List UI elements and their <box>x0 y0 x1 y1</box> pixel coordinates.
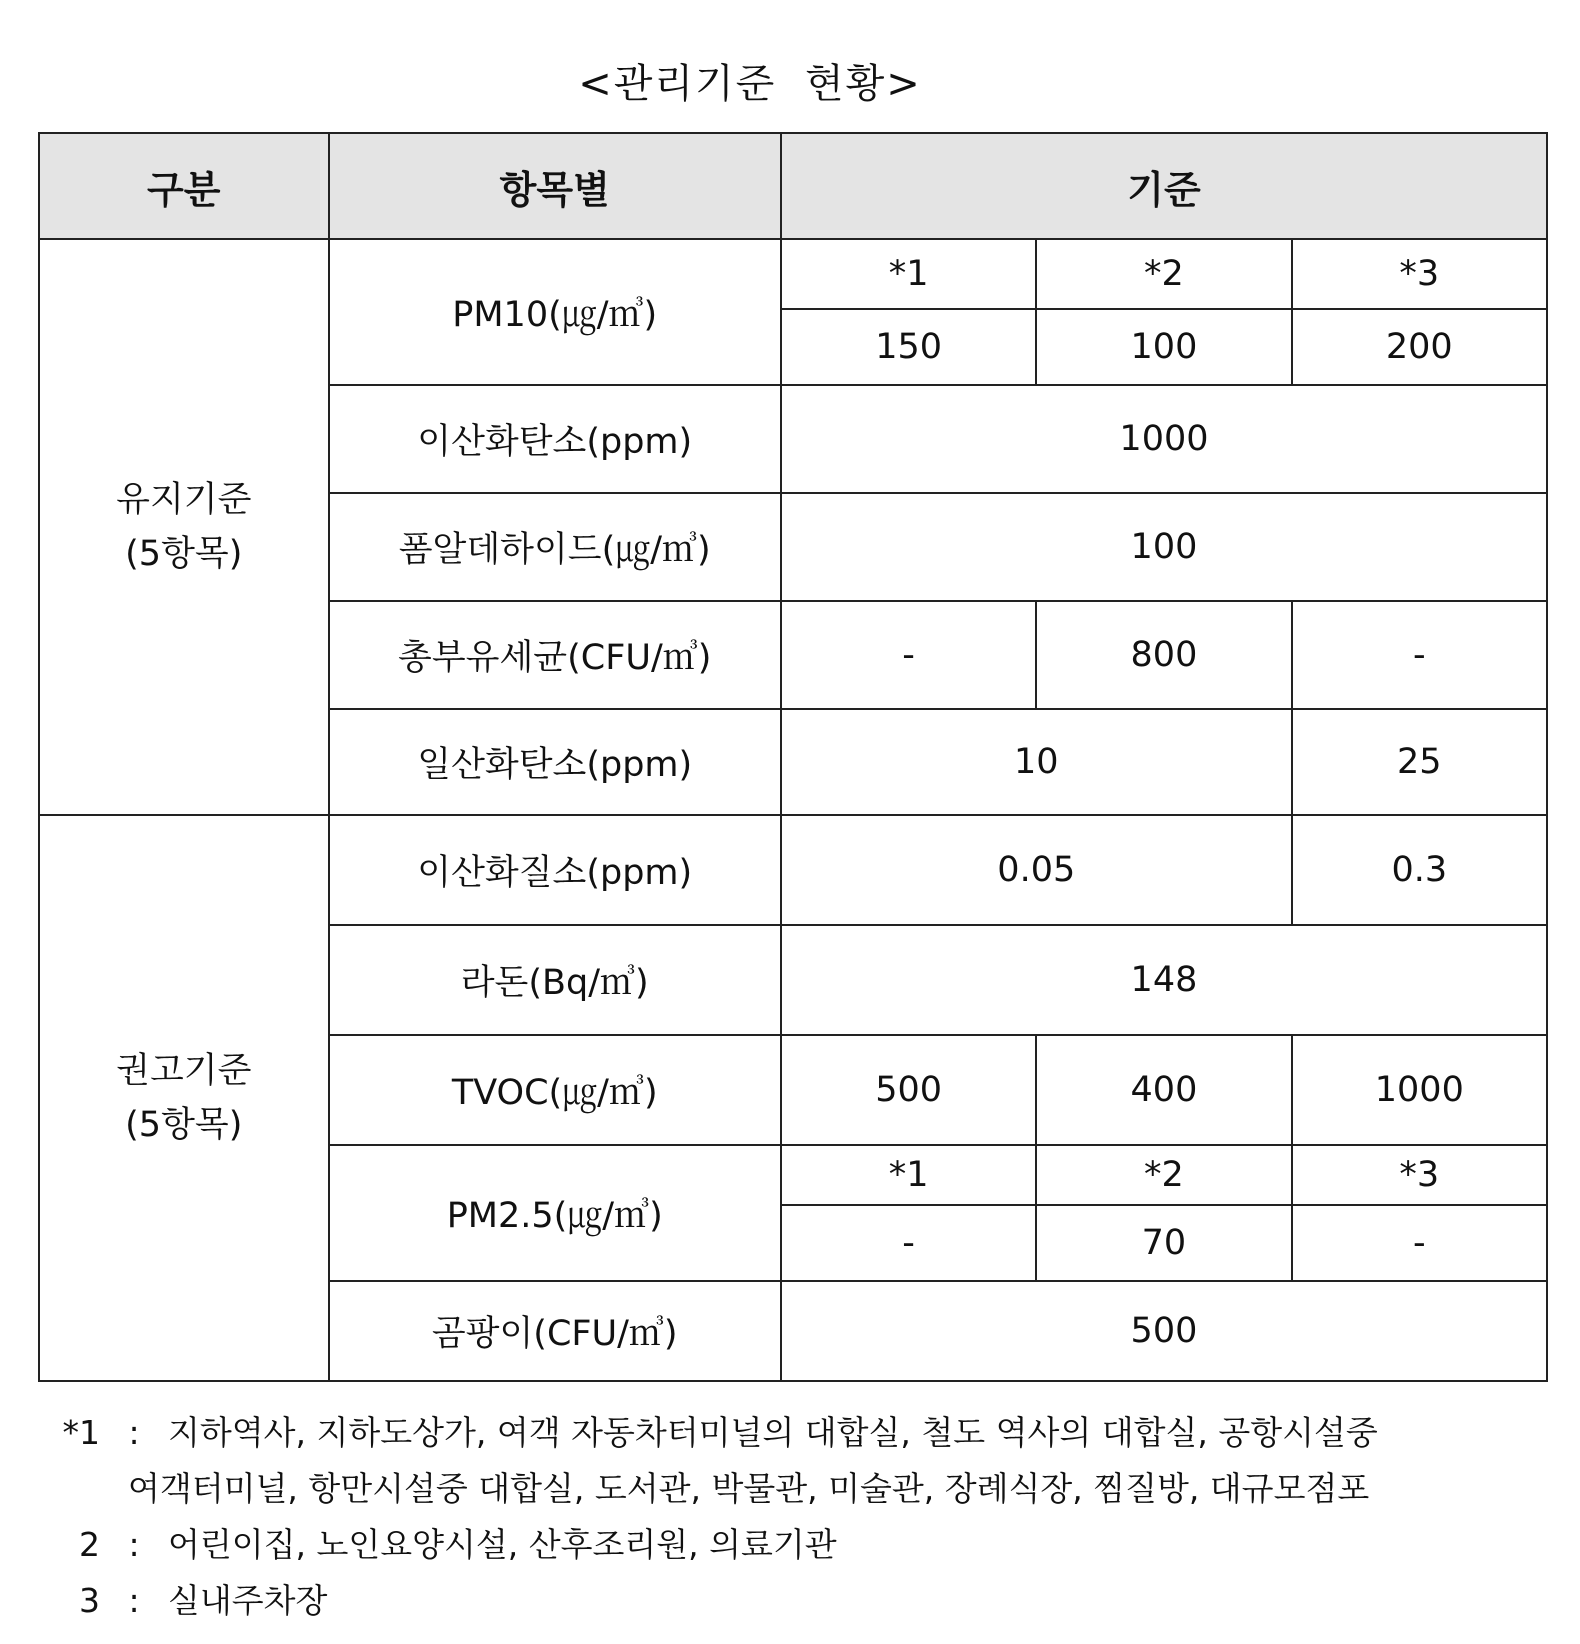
footnote-3-colon: : <box>128 1581 140 1620</box>
pm25-facility-3: *3 <box>1292 1145 1547 1205</box>
item-bacteria: 총부유세균(CFU/㎥) <box>329 601 781 709</box>
co-value-1-2: 10 <box>781 709 1292 815</box>
pm10-value-2: 100 <box>1036 309 1291 385</box>
footnote-1-mark: *1 <box>62 1413 100 1452</box>
group-recommend-count: (5항목) <box>125 1105 243 1145</box>
footnote-3-text: 실내주차장 <box>168 1581 328 1620</box>
footnote-1-colon: : <box>128 1413 140 1452</box>
item-mold: 곰팡이(CFU/㎥) <box>329 1281 781 1381</box>
table-row <box>39 239 1547 309</box>
pm25-value-3: - <box>1292 1205 1547 1281</box>
pm10-value-1: 150 <box>781 309 1036 385</box>
item-co2: 이산화탄소(ppm) <box>329 385 781 493</box>
bacteria-value-3: - <box>1292 601 1547 709</box>
header-standard: 기준 <box>781 133 1547 239</box>
pm25-facility-2: *2 <box>1036 1145 1291 1205</box>
radon-value: 148 <box>781 925 1547 1035</box>
table-header-row <box>39 133 1547 239</box>
bacteria-value-2: 800 <box>1036 601 1291 709</box>
footnote-1 <box>38 1405 1548 1461</box>
tvoc-value-3: 1000 <box>1292 1035 1547 1145</box>
mold-value: 500 <box>781 1281 1547 1381</box>
item-pm10: PM10(㎍/㎥) <box>329 239 781 385</box>
standards-table <box>38 132 1548 1382</box>
footnote-3-mark: 3 <box>79 1581 100 1620</box>
footnote-1-continued <box>38 1461 1548 1517</box>
pm10-facility-1: *1 <box>781 239 1036 309</box>
pm10-facility-2: *2 <box>1036 239 1291 309</box>
item-formaldehyde: 폼알데하이드(㎍/㎥) <box>329 493 781 601</box>
no2-value-1-2: 0.05 <box>781 815 1292 925</box>
co-value-3: 25 <box>1292 709 1547 815</box>
bacteria-value-1: - <box>781 601 1036 709</box>
footnote-3 <box>38 1573 1548 1629</box>
footnote-2 <box>38 1517 1548 1573</box>
item-radon: 라돈(Bq/㎥) <box>329 925 781 1035</box>
footnote-2-colon: : <box>128 1525 140 1564</box>
pm10-value-3: 200 <box>1292 309 1547 385</box>
footnote-2-mark: 2 <box>79 1525 100 1564</box>
item-pm25: PM2.5(㎍/㎥) <box>329 1145 781 1281</box>
footnote-1-text: 지하역사, 지하도상가, 여객 자동차터미널의 대합실, 철도 역사의 대합실, 공항시설중 <box>168 1413 1378 1452</box>
footnote-2-text: 어린이집, 노인요양시설, 산후조리원, 의료기관 <box>168 1525 837 1564</box>
pm25-value-1: - <box>781 1205 1036 1281</box>
pm25-value-2: 70 <box>1036 1205 1291 1281</box>
item-co: 일산화탄소(ppm) <box>329 709 781 815</box>
tvoc-value-1: 500 <box>781 1035 1036 1145</box>
footnotes <box>38 1405 1548 1629</box>
item-no2: 이산화질소(ppm) <box>329 815 781 925</box>
tvoc-value-2: 400 <box>1036 1035 1291 1145</box>
footnote-1-text-continued: 여객터미널, 항만시설중 대합실, 도서관, 박물관, 미술관, 장례식장, 찜질방, 대규모점포 <box>128 1469 1370 1508</box>
header-category: 구분 <box>39 133 329 239</box>
group-recommend <box>39 815 329 1381</box>
group-recommend-label: 권고기준 <box>116 1051 252 1091</box>
group-maintain-count: (5항목) <box>125 534 243 574</box>
group-maintain <box>39 239 329 815</box>
table-row <box>39 815 1547 925</box>
co2-value: 1000 <box>781 385 1547 493</box>
formaldehyde-value: 100 <box>781 493 1547 601</box>
item-tvoc: TVOC(㎍/㎥) <box>329 1035 781 1145</box>
group-maintain-label: 유지기준 <box>116 480 252 520</box>
header-item: 항목별 <box>329 133 781 239</box>
pm10-facility-3: *3 <box>1292 239 1547 309</box>
pm25-facility-1: *1 <box>781 1145 1036 1205</box>
page-title: <관리기준 현황> <box>578 61 922 107</box>
no2-value-3: 0.3 <box>1292 815 1547 925</box>
